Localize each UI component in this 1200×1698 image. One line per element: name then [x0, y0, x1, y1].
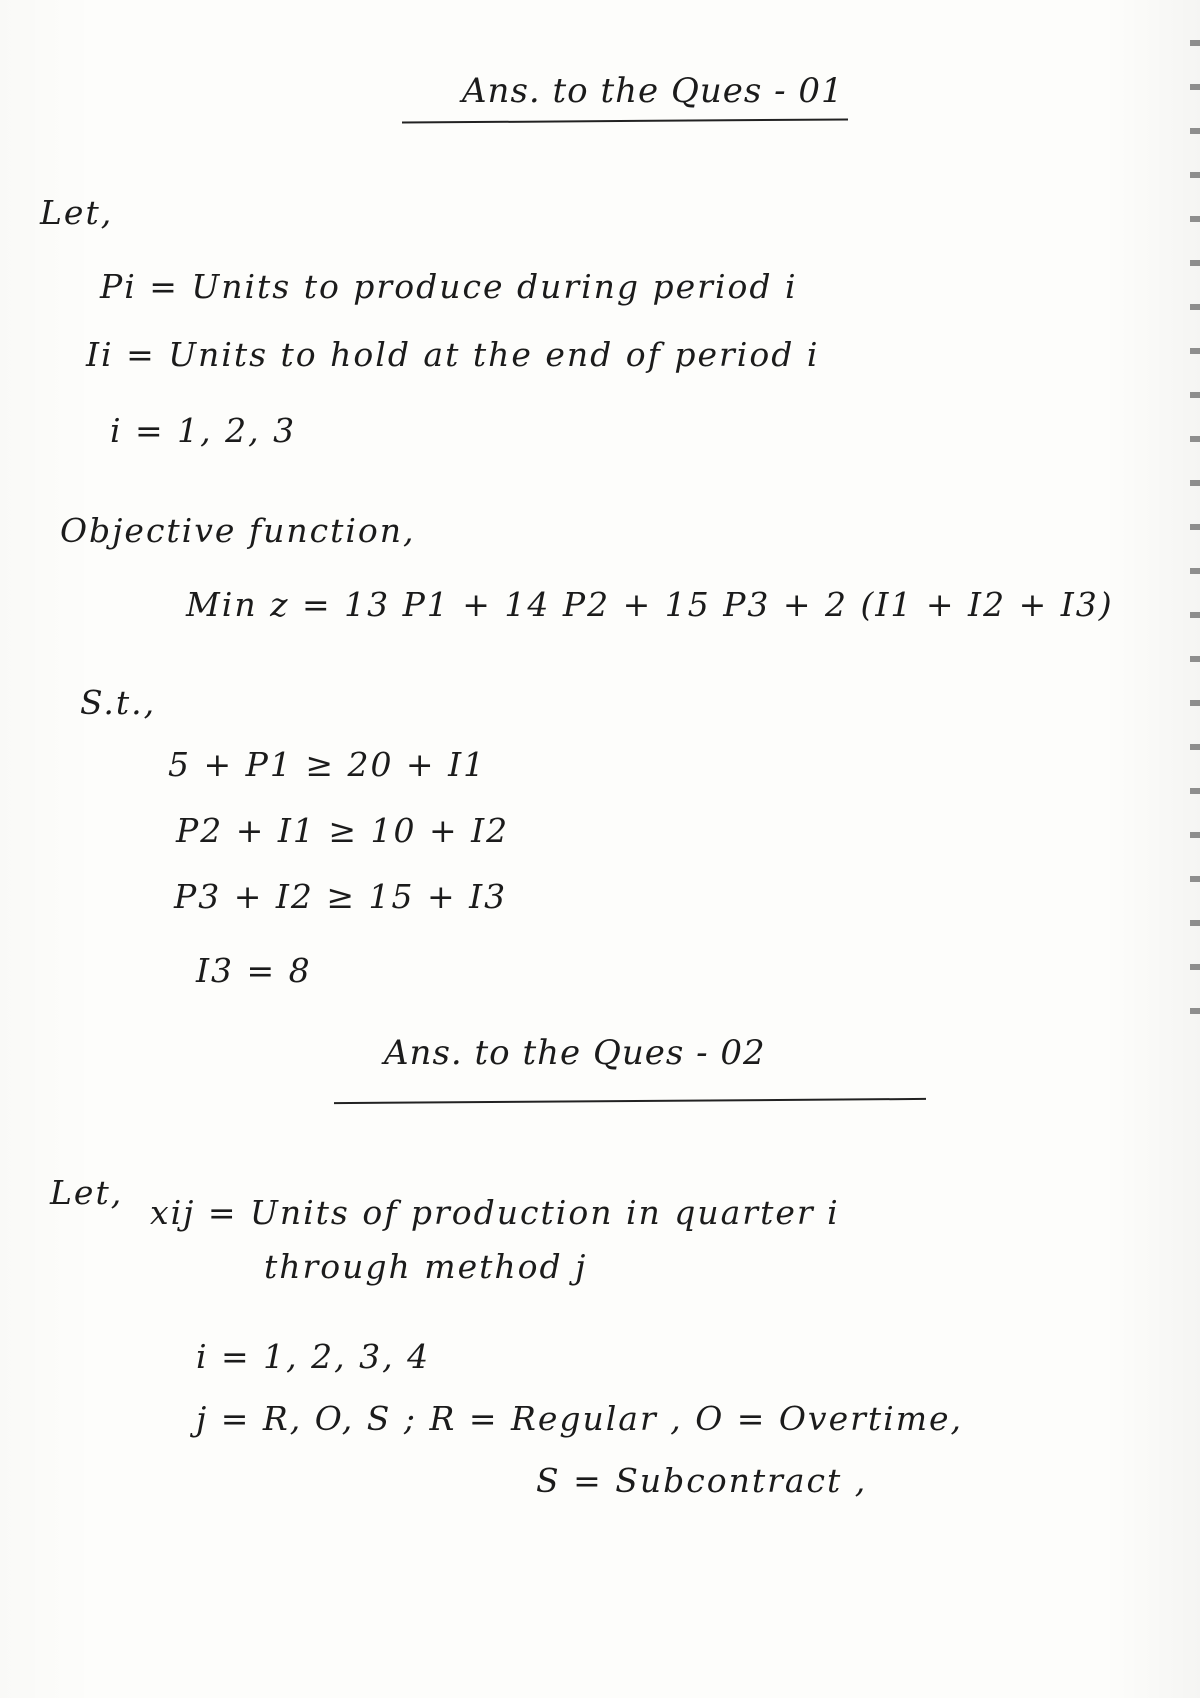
q2-def-x: xij = Units of production in quarter i: [150, 1193, 840, 1232]
q1-constraint-1: 5 + P1 ≥ 20 + I1: [168, 745, 487, 784]
q2-let: Let,: [50, 1173, 124, 1212]
page-edge-shadow: [1190, 40, 1200, 1040]
q2-index-i: i = 1, 2, 3, 4: [196, 1337, 431, 1376]
q1-objective-label: Objective function,: [60, 511, 416, 550]
q1-def-production: Pi = Units to produce during period i: [100, 267, 798, 306]
q2-heading-underline: [334, 1098, 926, 1104]
q1-subject-to: S.t.,: [80, 683, 157, 722]
q1-constraint-2: P2 + I1 ≥ 10 + I2: [176, 811, 510, 850]
q2-index-j: j = R, O, S ; R = Regular , O = Overtime,: [196, 1399, 964, 1438]
q1-heading-underline: [402, 118, 848, 123]
q1-let: Let,: [40, 193, 114, 232]
q2-index-j-continued: S = Subcontract ,: [536, 1461, 868, 1500]
q1-heading: Ans. to the Ques - 01: [462, 71, 844, 111]
q1-objective: Min z = 13 P1 + 14 P2 + 15 P3 + 2 (I1 + I2 + I3): [186, 585, 1114, 624]
q2-def-x-continued: through method j: [264, 1247, 588, 1286]
q1-def-inventory: Ii = Units to hold at the end of period i: [86, 335, 820, 374]
q1-index: i = 1, 2, 3: [110, 411, 297, 450]
q1-constraint-4: I3 = 8: [196, 951, 312, 990]
q2-heading: Ans. to the Ques - 02: [384, 1033, 766, 1073]
q1-constraint-3: P3 + I2 ≥ 15 + I3: [174, 877, 508, 916]
